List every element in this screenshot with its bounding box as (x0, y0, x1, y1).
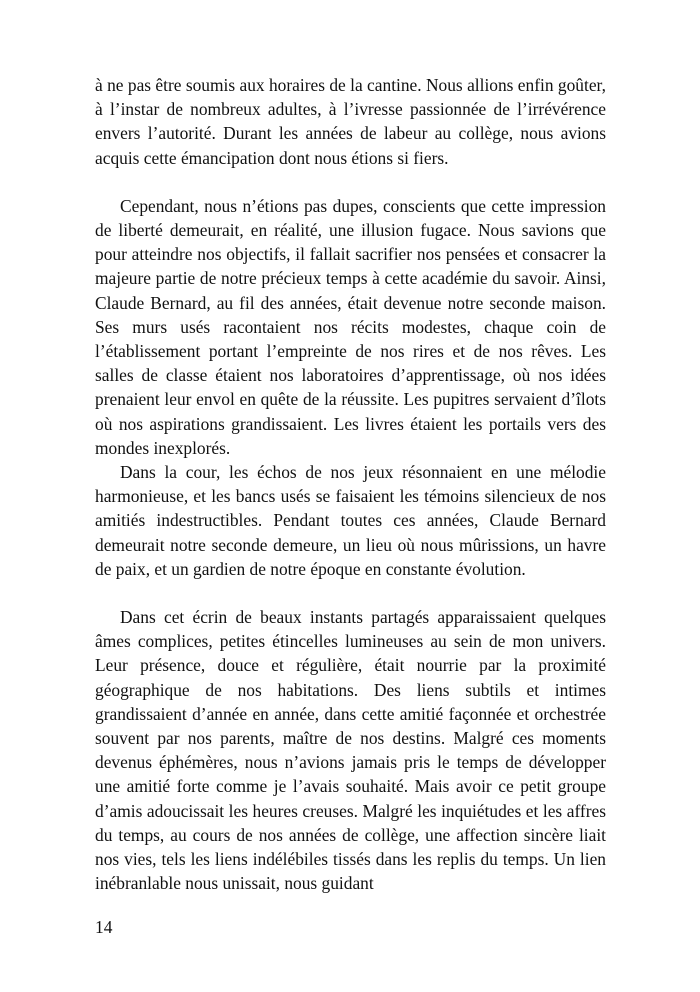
paragraph-4: Dans cet écrin de beaux instants partagés apparaissaient quelques âmes complices, petites étincelles lumineuses au sein de mon univers. Leur présence, douce et régulière, était nourrie par la proximité géographique de nos habitations. Des liens subtils et intimes grandissaient d’année en année, dans cette amitié façonnée et orchestrée souvent par nos parents, maître de nos destins. Malgré ces moments devenus éphémères, nous n’avions jamais pris le temps de développer une amitié forte comme je l’avais souhaité. Mais avoir ce petit groupe d’amis adoucissait les heures creuses. Malgré les inquiétudes et les affres du temps, au cours de nos années de collège, une affection sincère liait nos vies, tels les liens indélébiles tissés dans les replis du temps. Un lien inébranlable nous unissait, nous guidant (95, 607, 606, 894)
paragraph-3: Dans la cour, les échos de nos jeux résonnaient en une mélodie harmonieuse, et les bancs usés se faisaient les témoins silencieux de nos amitiés indestructibles. Pendant toutes ces années, Claude Bernard demeurait notre seconde demeure, un lieu où nous mûrissions, un havre de paix, et un gardien de notre époque en constante évolution. (95, 462, 606, 579)
page-number: 14 (95, 917, 113, 937)
page-body (95, 73, 606, 896)
paragraph-1: à ne pas être soumis aux horaires de la cantine. Nous allions enfin goûter, à l’instar de nombreux adultes, à l’ivresse passionnée de l’irrévérence envers l’autorité. Durant les années de labeur au collège, nous avions acquis cette émancipation dont nous étions si fiers. (95, 75, 606, 168)
paragraph-2: Cependant, nous n’étions pas dupes, conscients que cette impression de liberté demeurait, en réalité, une illusion fugace. Nous savions que pour atteindre nos objectifs, il fallait sacrifier nos pensées et consacrer la majeure partie de notre précieux temps à cette académie du savoir. Ainsi, Claude Bernard, au fil des années, était devenue notre seconde maison. Ses murs usés racontaient nos récits modestes, chaque coin de l’établissement portant l’empreinte de nos rires et de nos rêves. Les salles de classe étaient nos laboratoires d’apprentissage, où nos idées prenaient leur envol en quête de la réussite. Les pupitres servaient d’îlots où nos aspirations grandissaient. Les livres étaient les portails vers des mondes inexplorés. (95, 195, 606, 458)
